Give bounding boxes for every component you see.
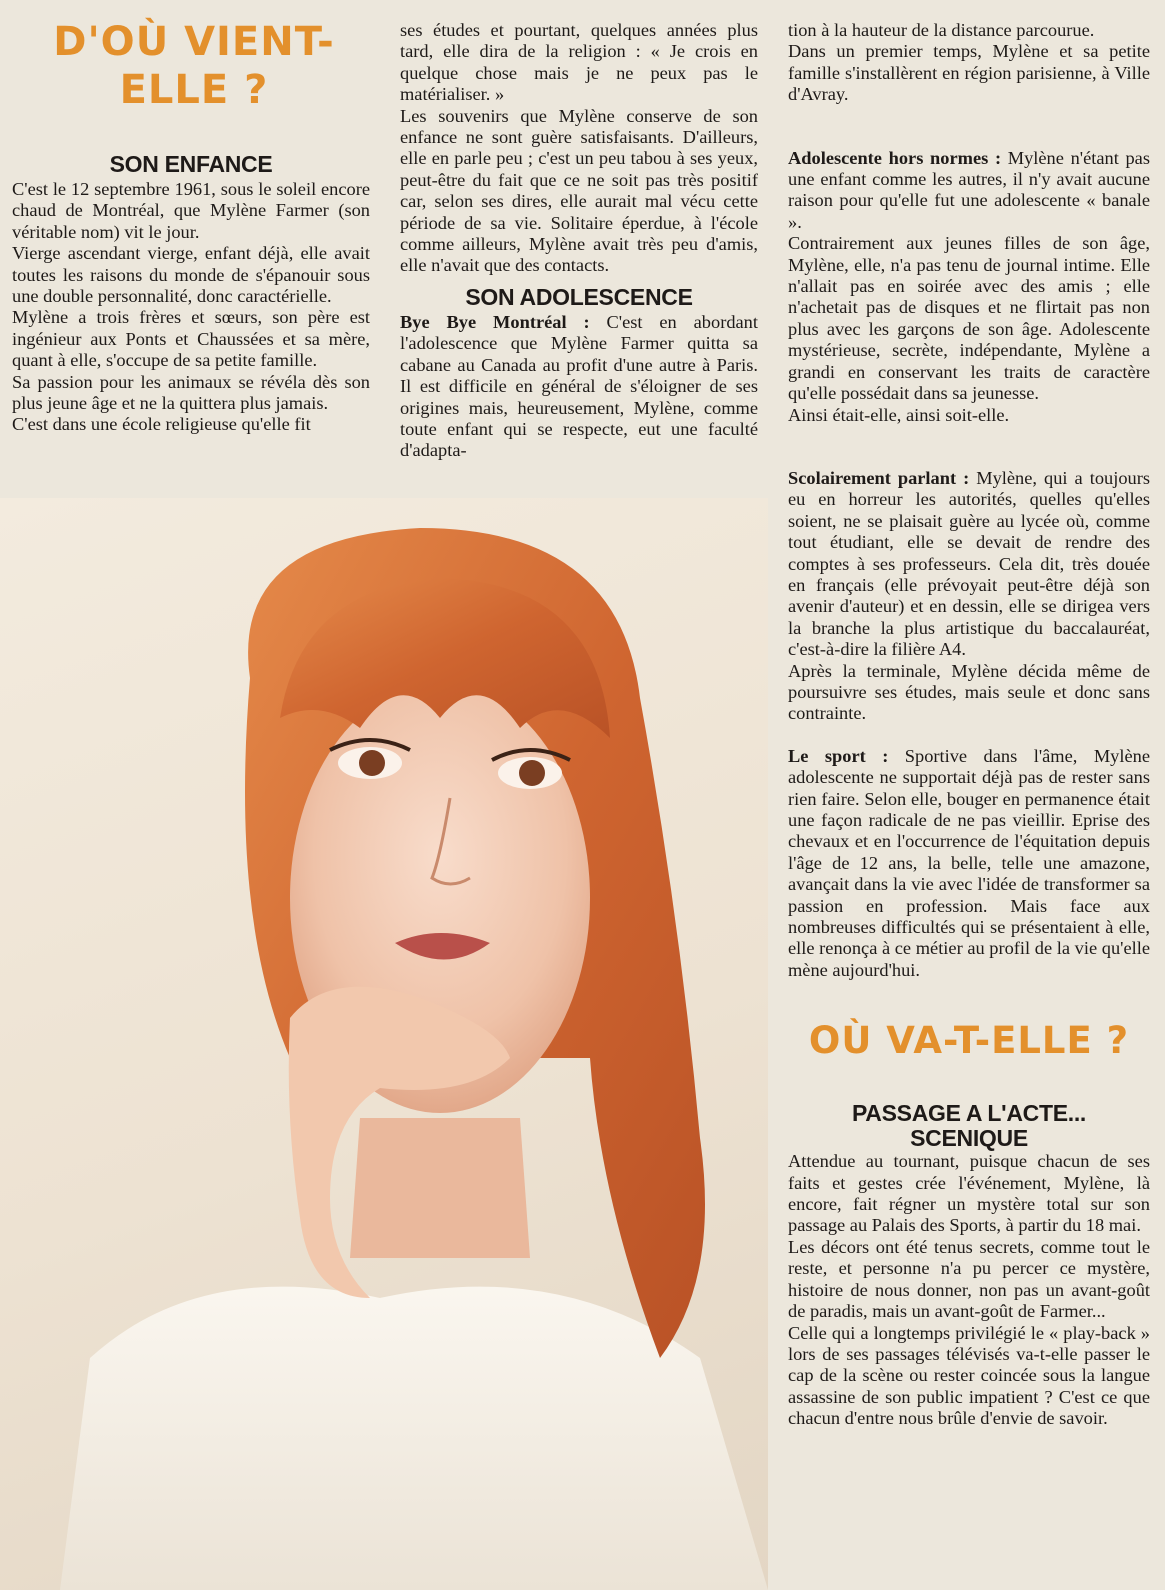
lead-in: Scolairement parlant : — [788, 467, 970, 488]
column-left — [12, 18, 370, 436]
paragraph: Ainsi était-elle, ainsi soit-elle. — [788, 404, 1010, 425]
paragraph: Mylène a trois frères et sœurs, son père est ingénieur aux Ponts et Chaussées et sa mère, quant à elle, s'occupe de sa petite famille. — [12, 307, 370, 371]
paragraph: Les souvenirs que Mylène conserve de son enfance ne sont guère satisfaisants. D'ailleurs, elle en parle peu ; c'est un peu tabou à ses yeux, peut-être du fait que ce ne soit pas très positif car, selon ses dires, elle aurait mal vécu cette période de sa vie. Solitaire éperdue, à l'école comme ailleurs, Mylène avait très peu d'amis, elle n'avait que des contacts. — [400, 105, 758, 276]
subhead-stage — [788, 1101, 1150, 1151]
paragraph-text: Mylène n'étant pas une enfant comme les autres, il n'y avait aucune raison pour qu'elle fut une adolescente « banale ». — [788, 147, 1150, 232]
paragraph — [400, 312, 758, 462]
headline-line-1: D'OÙ VIENT- — [53, 19, 335, 65]
lead-in: Bye Bye Montréal : — [400, 311, 590, 332]
paragraph — [788, 468, 1150, 661]
subhead-adolescence: SON ADOLESCENCE — [465, 283, 693, 310]
paragraph: Vierge ascendant vierge, enfant déjà, elle avait toutes les raisons du monde de s'épanouir sous une double personnalité, donc caractérielle. — [12, 243, 370, 307]
lead-in: Le sport : — [788, 745, 889, 766]
paragraph: ses études et pourtant, quelques années plus tard, elle dira de la religion : « Je crois en quelque chose mais je ne peux pas le matérialiser. » — [400, 20, 758, 105]
paragraph-text: Mylène, qui a toujours eu en horreur les autorités, quelles qu'elles soient, ne se plaisait guère au lycée où, comme tout étudiant, elle se devait de rendre des comptes à ses professeurs. Cela dit, très douée en français (elle prévoyait peut-être déjà son avenir d'auteur) et en dessin, elle se dirigea vers la branche la plus artistique du baccalauréat, c'est-à-dire la filière A4. — [788, 467, 1150, 660]
paragraph — [788, 746, 1150, 981]
headline-where-going: OÙ VA-T-ELLE ? — [808, 1019, 1130, 1063]
paragraph-text: C'est en abordant l'adolescence que Mylène Farmer quitta sa cabane au Canada au profit d'une autre à Paris. Il est difficile en général de s'éloigner de ses origines mais, heureusement, Mylène, comme toute enfant qui se respecte, eut une faculté d'adapta- — [400, 311, 758, 461]
paragraph: Sa passion pour les animaux se révéla dès son plus jeune âge et ne la quittera plus jamais. — [12, 371, 370, 414]
column-middle — [400, 20, 758, 462]
neck-shape — [350, 1118, 530, 1258]
paragraph — [788, 148, 1150, 234]
subhead-childhood: SON ENFANCE — [109, 151, 273, 177]
paragraph: tion à la hauteur de la distance parcourue. — [788, 20, 1095, 40]
paragraph-text: Sportive dans l'âme, Mylène adolescente ne supportait déjà pas de rester sans rien faire. Selon elle, bouger en permanence était une façon radicale de ne pas vieillir. Eprise des chevaux et en l'occurrence de l'équitation depuis l'âge de 12 ans, la belle, telle une amazone, avançait dans la vie avec l'idée de transformer sa passion en profession. Mais face aux nombreuses difficultés qui se présentaient à elle, elle renonça à ce métier au profil de la vie qu'elle mène aujourd'hui. — [788, 745, 1150, 980]
lead-in: Adolescente hors normes : — [788, 147, 1002, 168]
column-right — [788, 20, 1150, 1430]
paragraph: Les décors ont été tenus secrets, comme tout le reste, et personne n'a pu percer ce mystère, histoire de nous donner, non pas un avant-goût de paradis, mais un avant-goût de Farmer... — [788, 1236, 1150, 1322]
paragraph: C'est dans une école religieuse qu'elle fit — [12, 414, 311, 435]
subhead-line-2: SCENIQUE — [910, 1125, 1028, 1152]
paragraph: Contrairement aux jeunes filles de son âge, Mylène, elle, n'a pas tenu de journal intime. Elle n'allait pas en soirée avec des amis ; elle n'achetait pas de disques et ne flirtait pas non plus avec les garçons de son âge. Adolescente mystérieuse, secrète, indépendante, Mylène a grandi en conservant les traits de caractère qu'elle possédait dans sa jeunesse. — [788, 233, 1150, 404]
paragraph: C'est le 12 septembre 1961, sous le soleil encore chaud de Montréal, que Mylène Farmer (son véritable nom) vit le jour. — [12, 179, 370, 242]
paragraph: Attendue au tournant, puisque chacun de ses faits et gestes crée l'événement, Mylène, là encore, fait régner un mystère total sur son passage au Palais des Sports, à partir du 18 mai. — [788, 1151, 1150, 1236]
paragraph: Après la terminale, Mylène décida même de poursuivre ses études, mais seule et donc sans contrainte. — [788, 660, 1150, 724]
paragraph: Celle qui a longtemps privilégié le « play-back » lors de ses passages télévisés va-t-elle passer le cap de la scène ou rester coincée sous la langue assassine de son public impatient ? C'est ce que chacun d'entre nous brûle d'envie de savoir. — [788, 1322, 1150, 1429]
subhead-line-1: PASSAGE A L'ACTE... — [851, 1100, 1087, 1127]
headline-where-from — [18, 18, 370, 114]
portrait-photo — [0, 498, 768, 1590]
iris-left-shape — [359, 750, 385, 776]
portrait-illustration — [0, 498, 768, 1590]
headline-line-2: ELLE ? — [119, 67, 269, 113]
iris-right-shape — [519, 760, 545, 786]
paragraph: Dans un premier temps, Mylène et sa petite famille s'installèrent en région parisienne, à Ville d'Avray. — [788, 41, 1150, 105]
